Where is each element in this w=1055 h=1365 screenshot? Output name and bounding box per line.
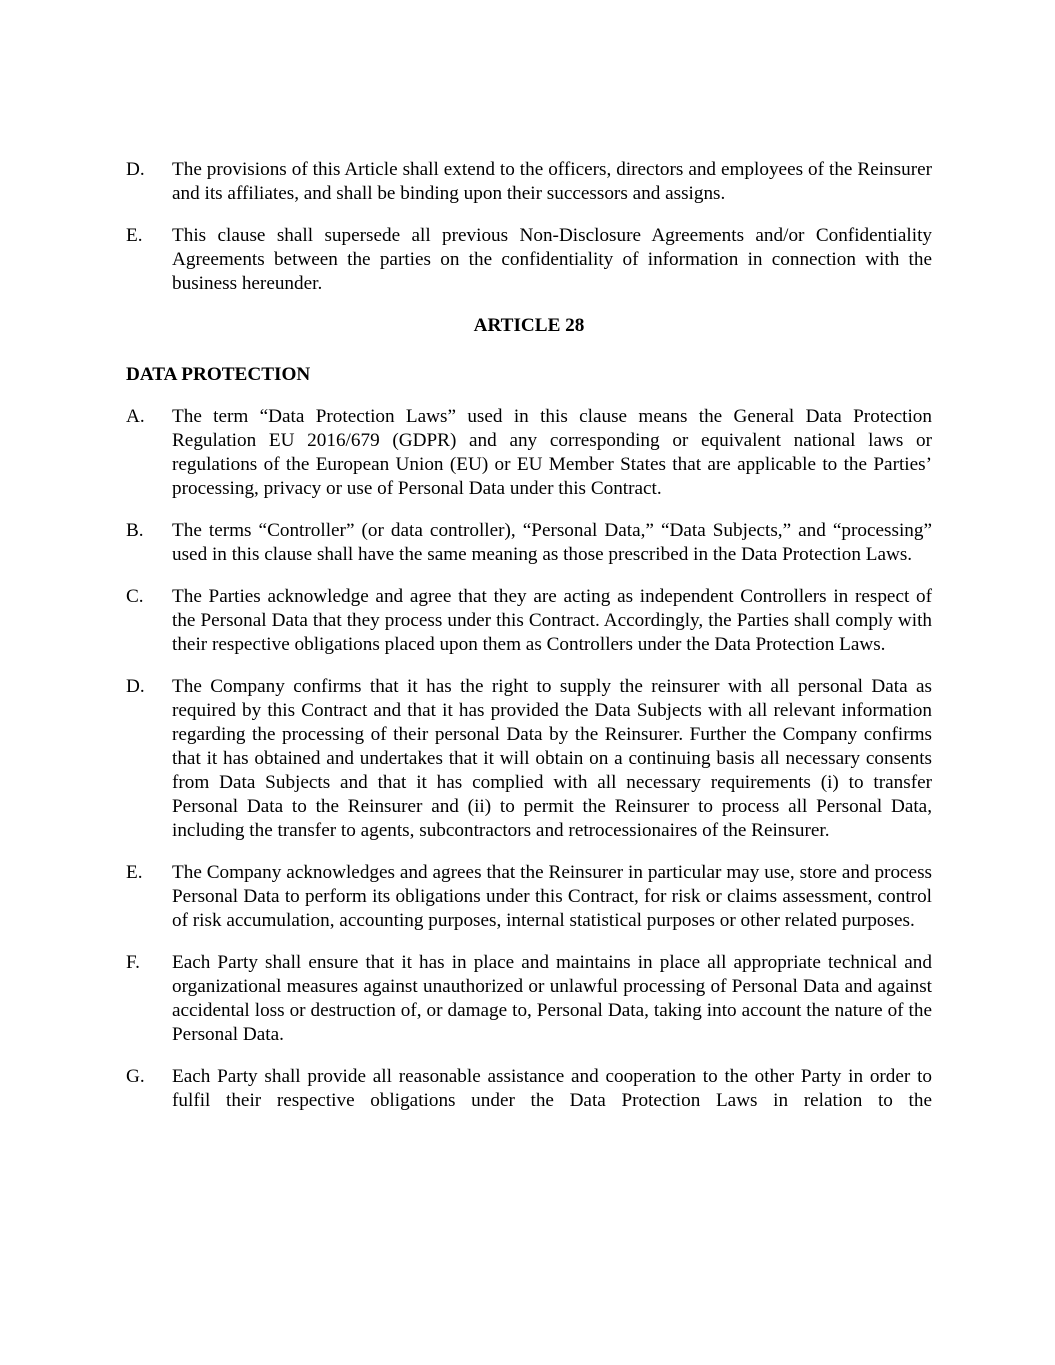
clause-letter: E. bbox=[126, 862, 143, 883]
clause-text: The terms “Controller” (or data controller), “Personal Data,” “Data Subjects,” and “processing” used in this clause shall have the same meaning as those prescribed in the Data Protection Laws. bbox=[172, 520, 932, 565]
clause-prev-d bbox=[126, 158, 932, 206]
clause-text: The Parties acknowledge and agree that they are acting as independent Controllers in respect of the Personal Data that they process under this Contract. Accordingly, the Parties shall comply with their respective obligations placed upon them as Controllers under the Data Protection Laws. bbox=[172, 586, 932, 655]
clause-e bbox=[126, 861, 932, 933]
clause-g bbox=[126, 1065, 932, 1113]
article-heading: ARTICLE 28 bbox=[473, 315, 585, 336]
clause-letter: C. bbox=[126, 586, 144, 607]
clause-text: The provisions of this Article shall extend to the officers, directors and employees of the Reinsurer and its affiliates, and shall be binding upon their successors and assigns. bbox=[172, 159, 932, 204]
clause-a bbox=[126, 405, 932, 501]
clause-letter: D. bbox=[126, 159, 145, 180]
clause-letter: F. bbox=[126, 952, 140, 973]
clause-letter: B. bbox=[126, 520, 144, 541]
clause-d bbox=[126, 675, 932, 843]
clause-text: The Company confirms that it has the right to supply the reinsurer with all personal Data as required by this Contract and that it has provided the Data Subjects with all relevant information regarding the processing of their personal Data by the Reinsurer. Further the Company confirms that it has obtained and undertakes that it will obtain on a continuing basis all necessary consents from Data Subjects and that it has complied with all necessary requirements (i) to transfer Personal Data to the Reinsurer and (ii) to permit the Reinsurer to process all Personal Data, including the transfer to agents, subcontractors and retrocessionaires of the Reinsurer. bbox=[172, 676, 932, 841]
clause-text: Each Party shall ensure that it has in place and maintains in place all appropriate technical and organizational measures against unauthorized or unlawful processing of Personal Data and against accidental loss or destruction of, or damage to, Personal Data, taking into account the nature of the Personal Data. bbox=[172, 952, 932, 1045]
clause-letter: E. bbox=[126, 225, 143, 246]
clause-letter: G. bbox=[126, 1066, 145, 1087]
clause-text: The term “Data Protection Laws” used in this clause means the General Data Protection Regulation EU 2016/679 (GDPR) and any corresponding or equivalent national laws or regulations of the European Union (EU) or EU Member States that are applicable to the Parties’ processing, privacy or use of Personal Data under this Contract. bbox=[172, 406, 932, 499]
section-title: DATA PROTECTION bbox=[126, 364, 311, 385]
clause-f bbox=[126, 951, 932, 1047]
clause-text: Each Party shall provide all reasonable assistance and cooperation to the other Party in order to fulfil their respective obligations under the Data Protection Laws in relation to the bbox=[172, 1066, 932, 1111]
clause-letter: D. bbox=[126, 676, 145, 697]
clause-text: The Company acknowledges and agrees that the Reinsurer in particular may use, store and process Personal Data to perform its obligations under this Contract, for risk or claims assessment, control of risk accumulation, accounting purposes, internal statistical purposes or other related purposes. bbox=[172, 862, 932, 931]
clause-c bbox=[126, 585, 932, 657]
clause-text: This clause shall supersede all previous Non-Disclosure Agreements and/or Confidentiality Agreements between the parties on the confidentiality of information in connection with the business hereunder. bbox=[172, 225, 932, 294]
clause-prev-e bbox=[126, 224, 932, 296]
clause-letter: A. bbox=[126, 406, 145, 427]
clause-b bbox=[126, 519, 932, 567]
